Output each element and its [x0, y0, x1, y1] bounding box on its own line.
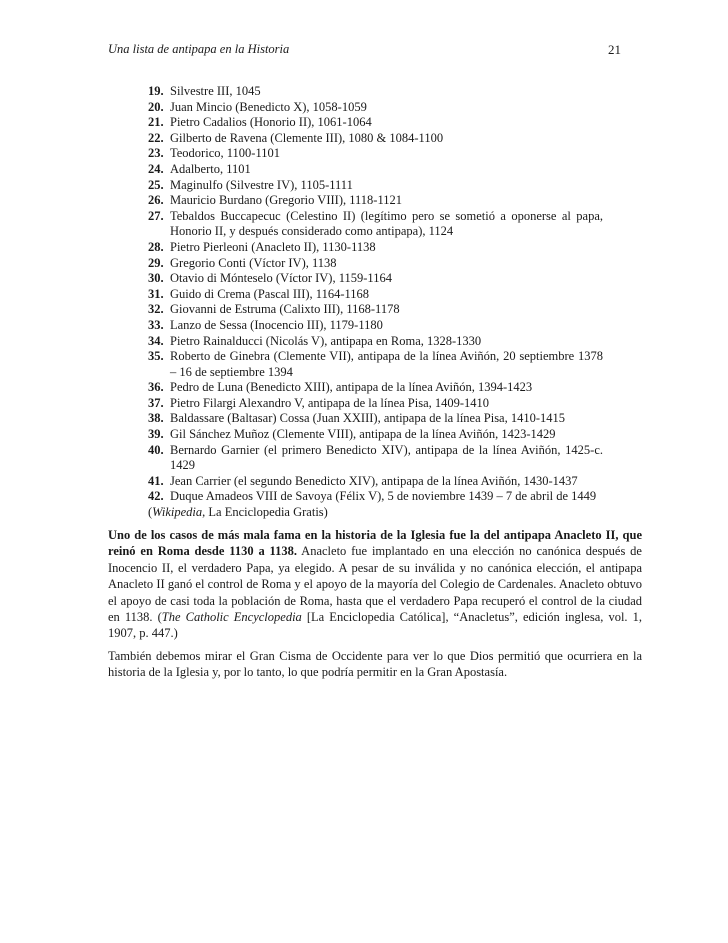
paragraph-body: Anacleto fue implantado en una elección no canónica después de Inocencio II, el verdadero Papa, ya elegido. A pesar de su inválida y no canónica elección, el antipapa Anacleto II ganó el control de Roma y el apoyo de la mayoría del Colegio de Cardenales. Anacleto obtuvo el apoyo de casi toda la población de Roma, hasta que el verdadero Papa recuperó el control de la ciudad en 1138. ( — [108, 544, 642, 625]
list-item — [145, 334, 603, 350]
item-number: 20. — [148, 99, 164, 114]
list-item — [145, 162, 603, 178]
item-number: 42. — [148, 489, 164, 504]
item-number: 22. — [148, 130, 164, 145]
item-text: Mauricio Burdano (Gregorio VIII), 1118-1121 — [170, 193, 403, 208]
running-header — [108, 42, 621, 58]
item-number: 27. — [148, 208, 164, 223]
item-text: Maginulfo (Silvestre IV), 1105-1111 — [170, 177, 353, 192]
item-number: 34. — [148, 333, 164, 348]
paragraph-anacleto — [108, 527, 642, 642]
list-item — [145, 146, 603, 162]
list-item — [145, 443, 603, 474]
list-item — [145, 427, 603, 443]
item-text: Duque Amadeos VIII de Savoya (Félix V), 5 de noviembre 1439 – 7 de abril de 1449 — [170, 489, 597, 504]
item-text: Baldassare (Baltasar) Cossa (Juan XXIII), antipapa de la línea Pisa, 1410-1415 — [170, 411, 566, 426]
item-text: Silvestre III, 1045 — [170, 84, 261, 98]
paragraph-lead-bold: Uno de los casos de más mala fama en la historia de la Iglesia fue la del antipapa Anacleto II, que reinó en Roma desde 1130 a 1138. — [108, 528, 642, 559]
item-text: Pedro de Luna (Benedicto XIII), antipapa de la línea Aviñón, 1394-1423 — [170, 380, 533, 395]
paragraph-gran-cisma: También debemos mirar el Gran Cisma de Occidente para ver lo que Dios permitió que ocurriera en la historia de la Iglesia y, por lo tanto, lo que podría permitir en la Gran Apostasía. — [108, 649, 642, 680]
item-text: Teodorico, 1100-1101 — [170, 146, 280, 161]
item-text: Lanzo de Sessa (Inocencio III), 1179-1180 — [170, 317, 383, 332]
source-work: Wikipedia — [152, 505, 203, 520]
citation-rest: [La Enciclopedia Católica], “Anacletus”, edición inglesa, vol. 1, 1907, p. 447.) — [108, 610, 643, 641]
item-number: 33. — [148, 317, 164, 332]
item-number: 39. — [148, 427, 164, 442]
item-text: Pietro Rainalducci (Nicolás V), antipapa en Roma, 1328-1330 — [170, 333, 482, 348]
item-number: 21. — [148, 115, 164, 130]
item-number: 28. — [148, 239, 164, 254]
list-item — [145, 349, 603, 380]
list-item — [145, 178, 603, 194]
item-text: Bernardo Garnier (el primero Benedicto XIV), antipapa de la línea Aviñón, 1425-c. 1429 — [170, 442, 603, 473]
item-text: Pietro Filargi Alexandro V, antipapa de la línea Pisa, 1409-1410 — [170, 395, 490, 410]
list-item — [145, 131, 603, 147]
list-item — [145, 209, 603, 240]
list-item — [145, 271, 603, 287]
source-citation — [145, 505, 603, 521]
list-item — [145, 318, 603, 334]
item-text: Jean Carrier (el segundo Benedicto XIV), antipapa de la línea Aviñón, 1430-1437 — [170, 473, 578, 488]
list-item — [145, 411, 603, 427]
item-number: 26. — [148, 193, 164, 208]
page-number: 21 — [608, 42, 621, 57]
item-number: 40. — [148, 442, 164, 457]
item-number: 38. — [148, 411, 164, 426]
item-number: 31. — [148, 286, 164, 301]
source-open: ( — [148, 505, 153, 520]
list-item — [145, 84, 603, 100]
item-number: 23. — [148, 146, 164, 161]
list-item — [145, 302, 603, 318]
item-number: 30. — [148, 271, 164, 286]
list-item — [145, 256, 603, 272]
item-text: Adalberto, 1101 — [170, 161, 251, 176]
header-title: Una lista de antipapa en la Historia — [108, 42, 290, 56]
list-item — [145, 193, 603, 209]
list-item — [145, 396, 603, 412]
item-number: 19. — [148, 84, 164, 98]
item-number: 25. — [148, 177, 164, 192]
item-number: 32. — [148, 302, 164, 317]
item-number: 24. — [148, 161, 164, 176]
source-rest: , La Enciclopedia Gratis) — [202, 505, 328, 520]
item-number: 36. — [148, 380, 164, 395]
item-text: Roberto de Ginebra (Clemente VII), antipapa de la línea Aviñón, 20 septiembre 1378 – 16 de septiembre 1394 — [170, 349, 603, 379]
item-number: 35. — [148, 349, 164, 364]
item-number: 29. — [148, 255, 164, 270]
item-text: Gregorio Conti (Víctor IV), 1138 — [170, 255, 337, 270]
list-item — [145, 287, 603, 303]
list-item — [145, 115, 603, 131]
list-item — [145, 240, 603, 256]
list-item — [145, 380, 603, 396]
item-text: Giovanni de Estruma (Calixto III), 1168-1178 — [170, 302, 400, 317]
item-text: Pietro Pierleoni (Anacleto II), 1130-1138 — [170, 239, 376, 254]
list-item — [145, 489, 603, 505]
item-text: Otavio di Mónteselo (Víctor IV), 1159-1164 — [170, 271, 392, 286]
item-number: 41. — [148, 473, 164, 488]
item-text: Guido di Crema (Pascal III), 1164-1168 — [170, 286, 370, 301]
item-text: Gilberto de Ravena (Clemente III), 1080 & 1084-1100 — [170, 130, 444, 145]
item-text: Tebaldos Buccapecuc (Celestino II) (legítimo pero se sometió a oponerse al papa, Honorio II, y después considerado como antipapa), 1124 — [170, 208, 603, 239]
item-text: Juan Mincio (Benedicto X), 1058-1059 — [170, 99, 367, 114]
list-item — [145, 474, 603, 490]
antipope-list — [145, 84, 603, 521]
item-number: 37. — [148, 395, 164, 410]
item-text: Pietro Cadalios (Honorio II), 1061-1064 — [170, 115, 372, 130]
citation-work: The Catholic Encyclopedia — [161, 610, 302, 625]
list-item — [145, 100, 603, 116]
item-text: Gil Sánchez Muñoz (Clemente VIII), antipapa de la línea Aviñón, 1423-1429 — [170, 427, 556, 442]
